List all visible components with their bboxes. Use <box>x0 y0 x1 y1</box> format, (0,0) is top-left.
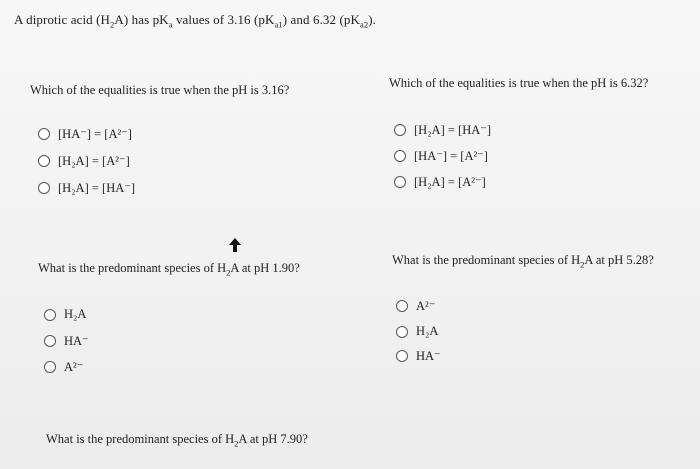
radio-button[interactable] <box>394 150 406 162</box>
radio-button[interactable] <box>44 361 56 373</box>
mouse-cursor-icon <box>229 238 241 252</box>
q3-option-1[interactable] <box>44 307 86 322</box>
radio-button[interactable] <box>38 182 50 194</box>
option-label: [H₂A] = [HA⁻] <box>58 181 136 195</box>
radio-button[interactable] <box>44 309 56 321</box>
radio-button[interactable] <box>394 176 406 188</box>
radio-button[interactable] <box>396 350 408 362</box>
radio-button[interactable] <box>396 300 408 312</box>
q4-option-3[interactable] <box>396 348 441 364</box>
radio-button[interactable] <box>38 155 50 167</box>
option-label: HA⁻ <box>416 349 441 363</box>
q4-option-2[interactable] <box>396 324 438 339</box>
q4-option-1[interactable] <box>396 298 435 314</box>
radio-button[interactable] <box>394 124 406 136</box>
option-label: A²⁻ <box>416 299 436 313</box>
question-4-text: What is the predominant species of $H_2A$ at pH 5.28? <box>392 253 654 270</box>
q2-option-2[interactable] <box>394 148 488 164</box>
option-label: [HA⁻] = [A²⁻] <box>414 149 488 163</box>
option-label: HA⁻ <box>64 334 89 348</box>
option-label: [HA⁻] = [A²⁻] <box>58 127 132 141</box>
q1-option-2[interactable] <box>38 153 130 169</box>
q1-option-1[interactable] <box>38 126 132 142</box>
option-label: A²⁻ <box>64 360 84 374</box>
option-label: H₂A <box>416 324 439 338</box>
radio-button[interactable] <box>396 326 408 338</box>
q3-option-3[interactable] <box>44 359 83 375</box>
radio-button[interactable] <box>44 335 56 347</box>
question-3-text: What is the predominant species of $H_2A$ at pH 1.90? <box>38 261 300 278</box>
radio-button[interactable] <box>38 128 50 140</box>
q2-option-1[interactable] <box>394 122 491 138</box>
q2-option-3[interactable] <box>394 174 486 190</box>
question-2-text: Which of the equalities is true when the pH is 6.32? <box>389 76 649 90</box>
q3-option-2[interactable] <box>44 333 89 349</box>
option-label: [H₂A] = [HA⁻] <box>414 123 492 137</box>
option-label: [H₂A] = [A²⁻] <box>414 175 486 189</box>
question-5-text: What is the predominant species of $H_2A$ at pH 7.90? <box>46 432 308 449</box>
question-1-text: Which of the equalities is true when the pH is 3.16? <box>30 83 290 97</box>
q1-option-3[interactable] <box>38 180 135 196</box>
option-label: [H₂A] = [A²⁻] <box>58 154 130 168</box>
problem-statement: A diprotic acid $(H_2A)$ has $pK_a$ values of 3.16 $(pK_{a1})$ and 6.32 $(pK_{a2})$. <box>14 12 376 30</box>
option-label: H₂A <box>64 307 87 321</box>
